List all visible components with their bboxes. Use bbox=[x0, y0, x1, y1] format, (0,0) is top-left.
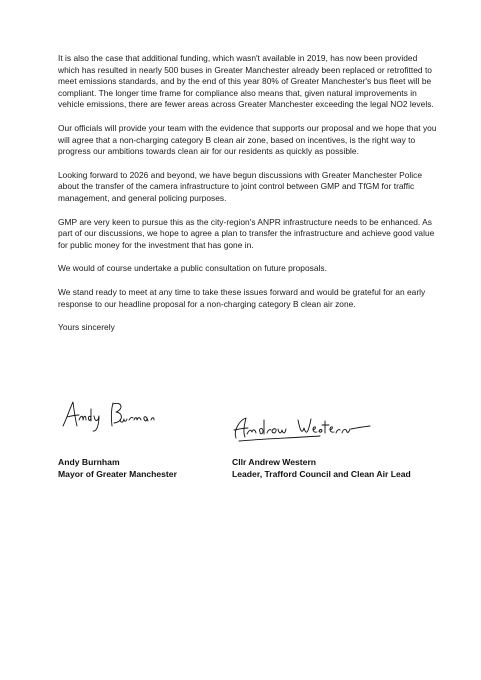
closing-salutation: Yours sincerely bbox=[58, 322, 115, 333]
letter-paragraph: We stand ready to meet at any time to take these issues forward and would be grateful for an early response to our headline proposal for a non-charging category B clean air zone. bbox=[58, 286, 426, 309]
signatory-name: Cllr Andrew Western bbox=[232, 457, 317, 467]
signatory-left bbox=[58, 456, 218, 480]
signatory-title: Mayor of Greater Manchester bbox=[58, 469, 177, 479]
signature-andy-burnham bbox=[58, 398, 158, 434]
letter-paragraph: Our officials will provide your team with the evidence that supports our proposal and we hope that you will agree that a non-charging category B clean air zone, based on incentives, is the right way to progress our ambitions towards clean air for our residents as quickly as possible. bbox=[58, 122, 437, 157]
signatory-title: Leader, Trafford Council and Clean Air Lead bbox=[232, 469, 411, 479]
signature-andrew-western bbox=[230, 408, 380, 446]
letter-paragraph: It is also the case that additional funding, which wasn't available in 2019, has now been provided which has resulted in nearly 500 buses in Greater Manchester already been replaced or retrofitted to meet emissions standards, and by the end of this year 80% of Greater Manchester's bus fleet will be compliant. The longer time frame for compliance also means that, given natural improvements in vehicle emissions, there are fewer areas across Greater Manchester exceeding the legal NO2 levels. bbox=[58, 53, 434, 110]
letter-paragraph: Looking forward to 2026 and beyond, we have begun discussions with Greater Manchester Police about the transfer of the camera infrastructure to joint control between GMP and TfGM for traffic management, and general policing purposes. bbox=[58, 169, 423, 203]
signatory-right bbox=[232, 456, 432, 480]
letter-body bbox=[58, 53, 438, 346]
letter-paragraph: GMP are very keen to pursue this as the city-region's ANPR infrastructure needs to be enhanced. As part of our discussions, we hope to agree a plan to transfer the infrastructure and achieve good value for public money for the investment that has gone in. bbox=[58, 216, 435, 250]
letter-paragraph: We would of course undertake a public consultation on future proposals. bbox=[58, 263, 327, 274]
signatory-name: Andy Burnham bbox=[58, 457, 120, 467]
